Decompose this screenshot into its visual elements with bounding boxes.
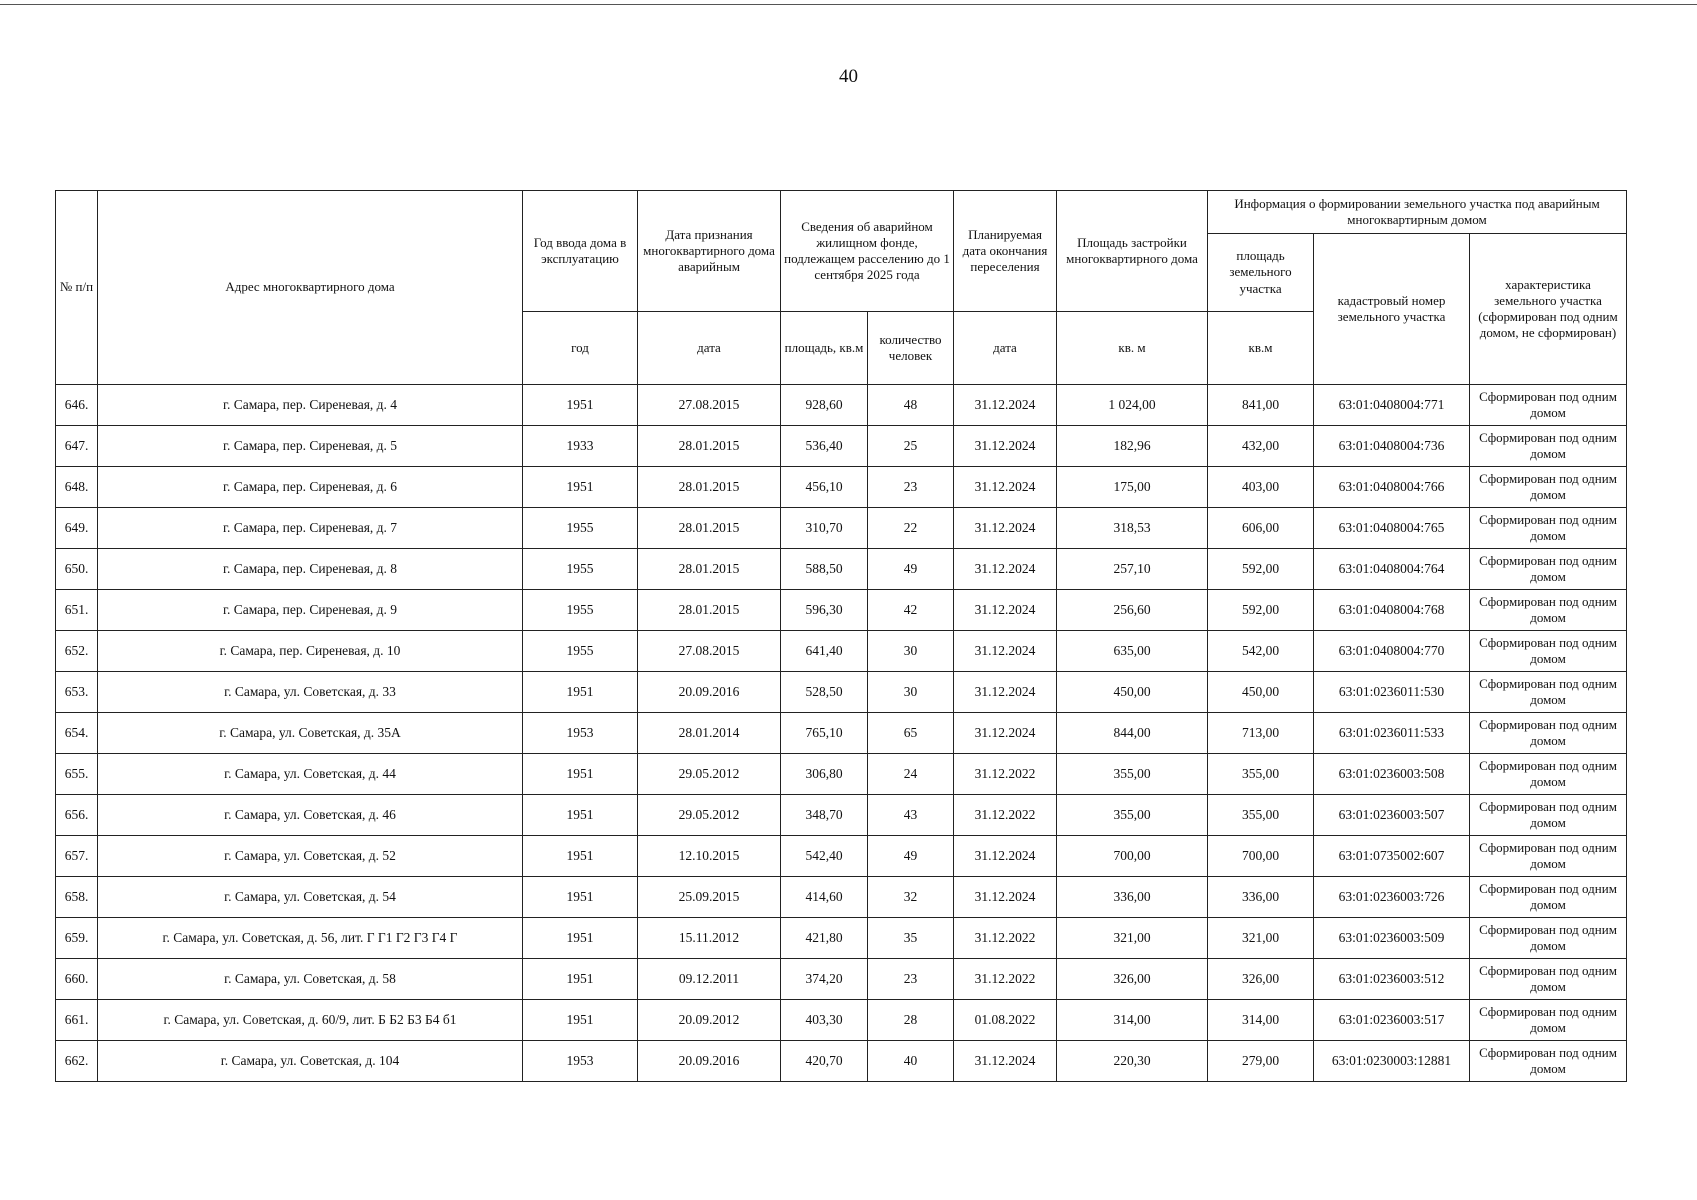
row-number: 652. xyxy=(56,631,98,672)
table-row xyxy=(56,385,1627,426)
row-people-count: 32 xyxy=(868,877,954,918)
row-building-area: 321,00 xyxy=(1057,918,1208,959)
row-people-count: 28 xyxy=(868,1000,954,1041)
row-planned-date: 31.12.2022 xyxy=(954,754,1057,795)
row-land-area: 314,00 xyxy=(1208,1000,1314,1041)
row-cadastral-number: 63:01:0230003:12881 xyxy=(1314,1041,1470,1082)
row-people-count: 40 xyxy=(868,1041,954,1082)
unit-people: количество человек xyxy=(868,312,954,385)
row-emergency-area: 403,30 xyxy=(781,1000,868,1041)
row-land-characteristic: Сформирован под одним домом xyxy=(1470,918,1627,959)
row-number: 653. xyxy=(56,672,98,713)
table-row xyxy=(56,836,1627,877)
row-land-characteristic: Сформирован под одним домом xyxy=(1470,877,1627,918)
row-land-characteristic: Сформирован под одним домом xyxy=(1470,836,1627,877)
table-row xyxy=(56,877,1627,918)
row-year: 1933 xyxy=(523,426,638,467)
row-number: 649. xyxy=(56,508,98,549)
row-cadastral-number: 63:01:0408004:770 xyxy=(1314,631,1470,672)
row-land-characteristic: Сформирован под одним домом xyxy=(1470,754,1627,795)
row-planned-date: 31.12.2024 xyxy=(954,631,1057,672)
unit-date-planned: дата xyxy=(954,312,1057,385)
row-land-area: 432,00 xyxy=(1208,426,1314,467)
row-address: г. Самара, ул. Советская, д. 60/9, лит. Б Б2 Б3 Б4 б1 xyxy=(98,1000,523,1041)
row-people-count: 42 xyxy=(868,590,954,631)
header-date-recognized: Дата признания многоквартирного дома аварийным xyxy=(638,191,781,312)
row-number: 661. xyxy=(56,1000,98,1041)
row-address: г. Самара, ул. Советская, д. 44 xyxy=(98,754,523,795)
row-address: г. Самара, ул. Советская, д. 56, лит. Г Г1 Г2 Г3 Г4 Г xyxy=(98,918,523,959)
row-number: 651. xyxy=(56,590,98,631)
row-land-characteristic: Сформирован под одним домом xyxy=(1470,385,1627,426)
row-year: 1955 xyxy=(523,590,638,631)
row-planned-date: 31.12.2022 xyxy=(954,918,1057,959)
row-land-characteristic: Сформирован под одним домом xyxy=(1470,590,1627,631)
row-people-count: 43 xyxy=(868,795,954,836)
row-date-recognized: 25.09.2015 xyxy=(638,877,781,918)
top-rule xyxy=(0,4,1697,5)
row-land-characteristic: Сформирован под одним домом xyxy=(1470,713,1627,754)
row-cadastral-number: 63:01:0236003:509 xyxy=(1314,918,1470,959)
row-year: 1955 xyxy=(523,549,638,590)
row-cadastral-number: 63:01:0408004:768 xyxy=(1314,590,1470,631)
row-people-count: 22 xyxy=(868,508,954,549)
table-row xyxy=(56,672,1627,713)
row-planned-date: 31.12.2024 xyxy=(954,1041,1057,1082)
row-date-recognized: 20.09.2016 xyxy=(638,1041,781,1082)
row-building-area: 256,60 xyxy=(1057,590,1208,631)
row-address: г. Самара, пер. Сиреневая, д. 10 xyxy=(98,631,523,672)
row-date-recognized: 28.01.2015 xyxy=(638,467,781,508)
row-cadastral-number: 63:01:0236003:517 xyxy=(1314,1000,1470,1041)
table-row xyxy=(56,1000,1627,1041)
row-year: 1951 xyxy=(523,467,638,508)
row-cadastral-number: 63:01:0735002:607 xyxy=(1314,836,1470,877)
row-building-area: 318,53 xyxy=(1057,508,1208,549)
row-land-area: 713,00 xyxy=(1208,713,1314,754)
table-row xyxy=(56,959,1627,1000)
row-building-area: 257,10 xyxy=(1057,549,1208,590)
row-cadastral-number: 63:01:0408004:764 xyxy=(1314,549,1470,590)
header-planned-date: Планируемая дата окончания переселения xyxy=(954,191,1057,312)
row-emergency-area: 414,60 xyxy=(781,877,868,918)
unit-area: площадь, кв.м xyxy=(781,312,868,385)
header-num: № п/п xyxy=(56,191,98,385)
header-building-area: Площадь застройки многоквартирного дома xyxy=(1057,191,1208,312)
row-planned-date: 31.12.2024 xyxy=(954,672,1057,713)
row-emergency-area: 641,40 xyxy=(781,631,868,672)
row-cadastral-number: 63:01:0408004:771 xyxy=(1314,385,1470,426)
row-land-area: 700,00 xyxy=(1208,836,1314,877)
table-row xyxy=(56,590,1627,631)
row-emergency-area: 536,40 xyxy=(781,426,868,467)
row-building-area: 844,00 xyxy=(1057,713,1208,754)
table-row xyxy=(56,549,1627,590)
table-row xyxy=(56,713,1627,754)
row-date-recognized: 27.08.2015 xyxy=(638,631,781,672)
table-row xyxy=(56,918,1627,959)
row-planned-date: 31.12.2024 xyxy=(954,467,1057,508)
row-emergency-area: 596,30 xyxy=(781,590,868,631)
row-cadastral-number: 63:01:0236011:533 xyxy=(1314,713,1470,754)
row-year: 1955 xyxy=(523,631,638,672)
row-year: 1951 xyxy=(523,672,638,713)
header-year: Год ввода дома в эксплуатацию xyxy=(523,191,638,312)
row-year: 1951 xyxy=(523,795,638,836)
header-land-area: площадь земельного участка xyxy=(1208,234,1314,312)
row-cadastral-number: 63:01:0236003:726 xyxy=(1314,877,1470,918)
table-row xyxy=(56,426,1627,467)
row-date-recognized: 27.08.2015 xyxy=(638,385,781,426)
row-number: 655. xyxy=(56,754,98,795)
row-date-recognized: 20.09.2016 xyxy=(638,672,781,713)
row-emergency-area: 528,50 xyxy=(781,672,868,713)
row-planned-date: 31.12.2022 xyxy=(954,959,1057,1000)
table-row xyxy=(56,508,1627,549)
row-building-area: 355,00 xyxy=(1057,754,1208,795)
row-emergency-area: 310,70 xyxy=(781,508,868,549)
row-cadastral-number: 63:01:0236011:530 xyxy=(1314,672,1470,713)
row-building-area: 175,00 xyxy=(1057,467,1208,508)
row-address: г. Самара, ул. Советская, д. 58 xyxy=(98,959,523,1000)
row-cadastral-number: 63:01:0408004:765 xyxy=(1314,508,1470,549)
row-land-characteristic: Сформирован под одним домом xyxy=(1470,467,1627,508)
row-people-count: 23 xyxy=(868,467,954,508)
row-building-area: 326,00 xyxy=(1057,959,1208,1000)
row-year: 1951 xyxy=(523,1000,638,1041)
row-land-area: 606,00 xyxy=(1208,508,1314,549)
row-people-count: 30 xyxy=(868,631,954,672)
row-planned-date: 31.12.2024 xyxy=(954,385,1057,426)
page-number: 40 xyxy=(839,66,858,87)
row-land-characteristic: Сформирован под одним домом xyxy=(1470,795,1627,836)
row-address: г. Самара, ул. Советская, д. 52 xyxy=(98,836,523,877)
row-address: г. Самара, пер. Сиреневая, д. 7 xyxy=(98,508,523,549)
row-people-count: 49 xyxy=(868,836,954,877)
row-planned-date: 31.12.2024 xyxy=(954,426,1057,467)
row-people-count: 24 xyxy=(868,754,954,795)
row-address: г. Самара, ул. Советская, д. 33 xyxy=(98,672,523,713)
row-number: 648. xyxy=(56,467,98,508)
emergency-housing-table xyxy=(55,190,1627,1082)
row-date-recognized: 20.09.2012 xyxy=(638,1000,781,1041)
row-building-area: 450,00 xyxy=(1057,672,1208,713)
unit-sqm: кв. м xyxy=(1057,312,1208,385)
row-planned-date: 01.08.2022 xyxy=(954,1000,1057,1041)
row-cadastral-number: 63:01:0236003:507 xyxy=(1314,795,1470,836)
table-row xyxy=(56,631,1627,672)
row-year: 1953 xyxy=(523,713,638,754)
row-land-area: 326,00 xyxy=(1208,959,1314,1000)
row-planned-date: 31.12.2024 xyxy=(954,836,1057,877)
row-address: г. Самара, пер. Сиреневая, д. 5 xyxy=(98,426,523,467)
row-land-area: 450,00 xyxy=(1208,672,1314,713)
row-planned-date: 31.12.2024 xyxy=(954,549,1057,590)
row-planned-date: 31.12.2024 xyxy=(954,590,1057,631)
unit-year: год xyxy=(523,312,638,385)
row-emergency-area: 421,80 xyxy=(781,918,868,959)
row-address: г. Самара, ул. Советская, д. 54 xyxy=(98,877,523,918)
row-year: 1955 xyxy=(523,508,638,549)
row-land-area: 355,00 xyxy=(1208,795,1314,836)
row-address: г. Самара, пер. Сиреневая, д. 4 xyxy=(98,385,523,426)
row-address: г. Самара, ул. Советская, д. 35А xyxy=(98,713,523,754)
row-building-area: 1 024,00 xyxy=(1057,385,1208,426)
row-number: 662. xyxy=(56,1041,98,1082)
row-people-count: 65 xyxy=(868,713,954,754)
row-number: 654. xyxy=(56,713,98,754)
row-people-count: 48 xyxy=(868,385,954,426)
row-date-recognized: 29.05.2012 xyxy=(638,754,781,795)
row-land-area: 355,00 xyxy=(1208,754,1314,795)
row-emergency-area: 456,10 xyxy=(781,467,868,508)
row-planned-date: 31.12.2024 xyxy=(954,508,1057,549)
row-year: 1951 xyxy=(523,877,638,918)
row-date-recognized: 15.11.2012 xyxy=(638,918,781,959)
table-row xyxy=(56,754,1627,795)
table-row xyxy=(56,795,1627,836)
row-number: 656. xyxy=(56,795,98,836)
row-emergency-area: 374,20 xyxy=(781,959,868,1000)
row-emergency-area: 420,70 xyxy=(781,1041,868,1082)
row-year: 1951 xyxy=(523,385,638,426)
row-people-count: 25 xyxy=(868,426,954,467)
row-building-area: 700,00 xyxy=(1057,836,1208,877)
row-land-area: 336,00 xyxy=(1208,877,1314,918)
row-people-count: 30 xyxy=(868,672,954,713)
row-number: 647. xyxy=(56,426,98,467)
row-number: 657. xyxy=(56,836,98,877)
row-building-area: 182,96 xyxy=(1057,426,1208,467)
row-land-area: 542,00 xyxy=(1208,631,1314,672)
row-address: г. Самара, пер. Сиреневая, д. 6 xyxy=(98,467,523,508)
row-year: 1951 xyxy=(523,836,638,877)
row-cadastral-number: 63:01:0408004:766 xyxy=(1314,467,1470,508)
table-body xyxy=(56,385,1627,1082)
row-date-recognized: 28.01.2015 xyxy=(638,508,781,549)
row-land-area: 592,00 xyxy=(1208,590,1314,631)
row-land-characteristic: Сформирован под одним домом xyxy=(1470,426,1627,467)
row-year: 1951 xyxy=(523,959,638,1000)
row-date-recognized: 28.01.2015 xyxy=(638,549,781,590)
row-cadastral-number: 63:01:0236003:508 xyxy=(1314,754,1470,795)
row-emergency-area: 765,10 xyxy=(781,713,868,754)
header-cadastral: кадастровый номер земельного участка xyxy=(1314,234,1470,385)
row-land-characteristic: Сформирован под одним домом xyxy=(1470,1000,1627,1041)
row-number: 658. xyxy=(56,877,98,918)
row-building-area: 336,00 xyxy=(1057,877,1208,918)
row-address: г. Самара, ул. Советская, д. 104 xyxy=(98,1041,523,1082)
row-people-count: 49 xyxy=(868,549,954,590)
row-people-count: 35 xyxy=(868,918,954,959)
row-date-recognized: 29.05.2012 xyxy=(638,795,781,836)
row-planned-date: 31.12.2024 xyxy=(954,713,1057,754)
row-cadastral-number: 63:01:0408004:736 xyxy=(1314,426,1470,467)
row-number: 659. xyxy=(56,918,98,959)
row-land-characteristic: Сформирован под одним домом xyxy=(1470,549,1627,590)
row-date-recognized: 12.10.2015 xyxy=(638,836,781,877)
row-building-area: 220,30 xyxy=(1057,1041,1208,1082)
row-building-area: 314,00 xyxy=(1057,1000,1208,1041)
row-land-characteristic: Сформирован под одним домом xyxy=(1470,508,1627,549)
row-emergency-area: 928,60 xyxy=(781,385,868,426)
row-emergency-area: 542,40 xyxy=(781,836,868,877)
row-cadastral-number: 63:01:0236003:512 xyxy=(1314,959,1470,1000)
row-land-area: 592,00 xyxy=(1208,549,1314,590)
row-date-recognized: 28.01.2015 xyxy=(638,590,781,631)
row-number: 646. xyxy=(56,385,98,426)
table-row xyxy=(56,467,1627,508)
row-land-characteristic: Сформирован под одним домом xyxy=(1470,1041,1627,1082)
row-emergency-area: 306,80 xyxy=(781,754,868,795)
row-land-area: 279,00 xyxy=(1208,1041,1314,1082)
row-land-characteristic: Сформирован под одним домом xyxy=(1470,631,1627,672)
row-year: 1953 xyxy=(523,1041,638,1082)
row-planned-date: 31.12.2022 xyxy=(954,795,1057,836)
row-land-area: 403,00 xyxy=(1208,467,1314,508)
row-address: г. Самара, пер. Сиреневая, д. 9 xyxy=(98,590,523,631)
row-land-area: 321,00 xyxy=(1208,918,1314,959)
row-emergency-area: 348,70 xyxy=(781,795,868,836)
row-planned-date: 31.12.2024 xyxy=(954,877,1057,918)
header-land-info: Информация о формировании земельного участка под аварийным многоквартирным домом xyxy=(1208,191,1627,234)
header-land-char: характеристика земельного участка (сформирован под одним домом, не сформирован) xyxy=(1470,234,1627,385)
row-date-recognized: 28.01.2014 xyxy=(638,713,781,754)
row-number: 660. xyxy=(56,959,98,1000)
row-emergency-area: 588,50 xyxy=(781,549,868,590)
table-row xyxy=(56,1041,1627,1082)
unit-land-sqm: кв.м xyxy=(1208,312,1314,385)
row-land-characteristic: Сформирован под одним домом xyxy=(1470,672,1627,713)
row-people-count: 23 xyxy=(868,959,954,1000)
row-building-area: 635,00 xyxy=(1057,631,1208,672)
row-date-recognized: 28.01.2015 xyxy=(638,426,781,467)
header-address: Адрес многоквартирного дома xyxy=(98,191,523,385)
row-land-area: 841,00 xyxy=(1208,385,1314,426)
row-address: г. Самара, ул. Советская, д. 46 xyxy=(98,795,523,836)
row-land-characteristic: Сформирован под одним домом xyxy=(1470,959,1627,1000)
unit-date: дата xyxy=(638,312,781,385)
row-year: 1951 xyxy=(523,754,638,795)
row-year: 1951 xyxy=(523,918,638,959)
row-number: 650. xyxy=(56,549,98,590)
row-building-area: 355,00 xyxy=(1057,795,1208,836)
header-emergency-info: Сведения об аварийном жилищном фонде, подлежащем расселению до 1 сентября 2025 года xyxy=(781,191,954,312)
row-address: г. Самара, пер. Сиреневая, д. 8 xyxy=(98,549,523,590)
row-date-recognized: 09.12.2011 xyxy=(638,959,781,1000)
